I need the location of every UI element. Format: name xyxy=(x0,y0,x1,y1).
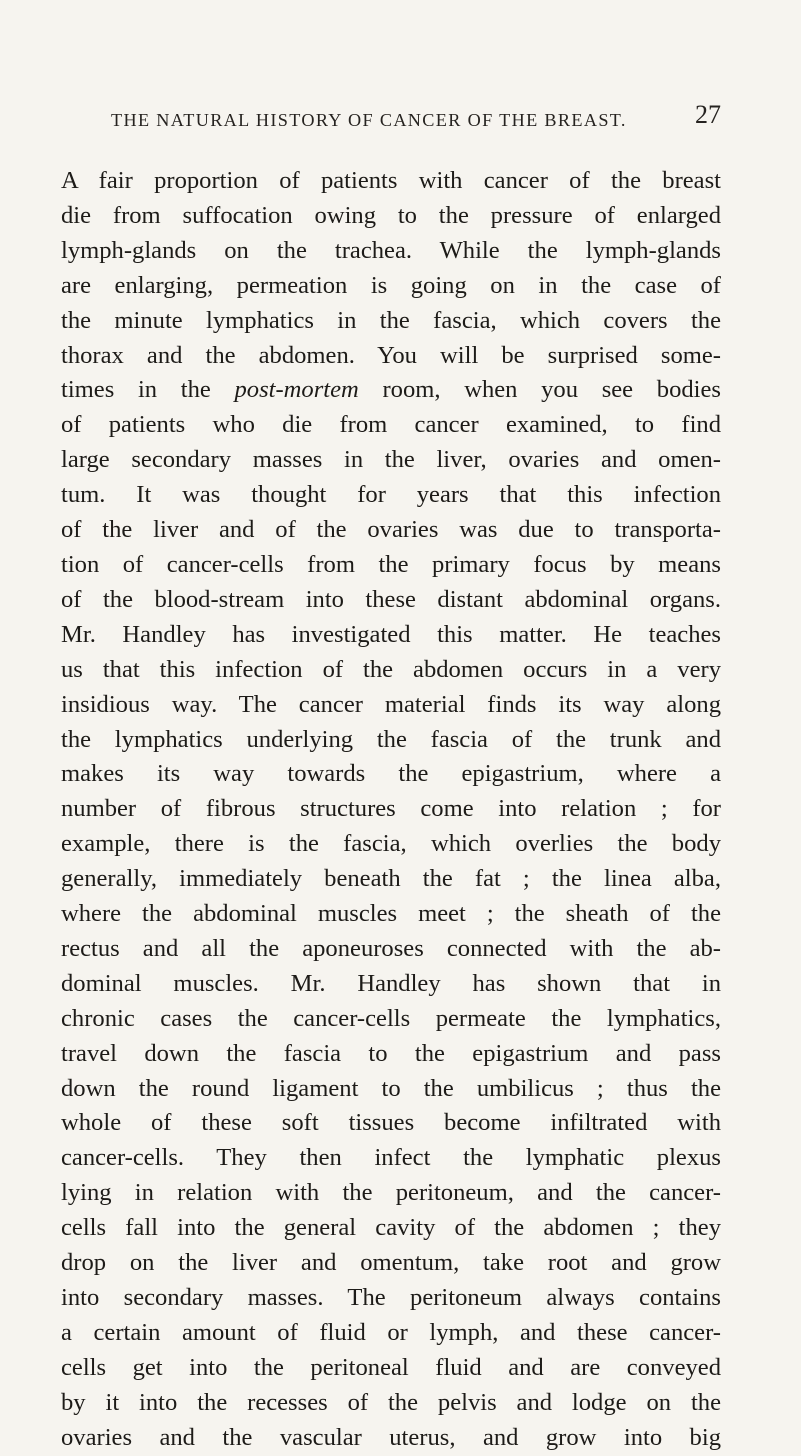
page-number: 27 xyxy=(695,100,721,129)
text-line: down the round ligament to the umbilicus ; thus the xyxy=(61,1074,721,1102)
text-line: a certain amount of fluid or lymph, and these cancer- xyxy=(61,1318,721,1346)
text-line: rectus and all the aponeuroses connected with the ab- xyxy=(61,934,721,962)
text-line: ovaries and the vascular uterus, and grow into big xyxy=(61,1423,721,1451)
text-line: are enlarging, permeation is going on in the case of xyxy=(61,271,721,299)
text-line: number of fibrous structures come into relation ; for xyxy=(61,795,721,823)
text-line: of the blood-stream into these distant abdominal organs. xyxy=(61,585,721,613)
text-line: by it into the recesses of the pelvis and lodge on the xyxy=(61,1388,721,1416)
text-line: Mr. Handley has investigated this matter. He teaches xyxy=(61,620,721,648)
text-line: the minute lymphatics in the fascia, which covers the xyxy=(61,306,721,334)
text-line: cells get into the peritoneal fluid and are conveyed xyxy=(61,1353,721,1381)
body-paragraph xyxy=(61,164,721,1456)
text-line: thorax and the abdomen. You will be surprised some- xyxy=(61,341,721,369)
text-line: whole of these soft tissues become infiltrated with xyxy=(61,1109,721,1137)
text-line: cancer-cells. They then infect the lymphatic plexus xyxy=(61,1144,721,1172)
running-title: THE NATURAL HISTORY OF CANCER OF THE BREAST. xyxy=(111,110,627,130)
text-line: tum. It was thought for years that this infection xyxy=(61,481,721,509)
text-line: die from suffocation owing to the pressure of enlarged xyxy=(61,201,721,229)
text-segment: times in the xyxy=(61,376,235,404)
text-line: lying in relation with the peritoneum, and the cancer- xyxy=(61,1179,721,1207)
text-line: of patients who die from cancer examined, to find xyxy=(61,411,721,439)
text-line: dominal muscles. Mr. Handley has shown that in xyxy=(61,969,721,997)
text-segment: room, when you see bodies xyxy=(358,376,721,404)
text-line: into secondary masses. The peritoneum always contains xyxy=(61,1284,721,1311)
italic-term-post-mortem: post-mortem xyxy=(234,376,359,404)
text-line: travel down the fascia to the epigastrium and pass xyxy=(61,1039,721,1067)
running-head xyxy=(111,96,721,136)
text-line: A fair proportion of patients with cancer of the breast xyxy=(61,167,721,194)
text-line: chronic cases the cancer-cells permeate the lymphatics, xyxy=(61,1004,721,1032)
text-line: lymph-glands on the trachea. While the lymph-glands xyxy=(61,236,721,264)
text-line: of the liver and of the ovaries was due to transporta- xyxy=(61,516,721,544)
text-line-with-italic xyxy=(61,373,721,408)
text-line: tion of cancer-cells from the primary focus by means xyxy=(61,550,721,578)
text-line: us that this infection of the abdomen occurs in a very xyxy=(61,655,721,683)
text-line: generally, immediately beneath the fat ; the linea alba, xyxy=(61,865,721,893)
text-line: cells fall into the general cavity of the abdomen ; they xyxy=(61,1214,721,1242)
text-line: insidious way. The cancer material finds its way along xyxy=(61,690,721,718)
text-line: where the abdominal muscles meet ; the sheath of the xyxy=(61,900,721,928)
text-line: example, there is the fascia, which overlies the body xyxy=(61,830,721,858)
text-line: makes its way towards the epigastrium, where a xyxy=(61,760,721,788)
text-line: large secondary masses in the liver, ovaries and omen- xyxy=(61,446,721,474)
text-line: the lymphatics underlying the fascia of the trunk and xyxy=(61,725,721,753)
text-line: drop on the liver and omentum, take root and grow xyxy=(61,1249,721,1277)
